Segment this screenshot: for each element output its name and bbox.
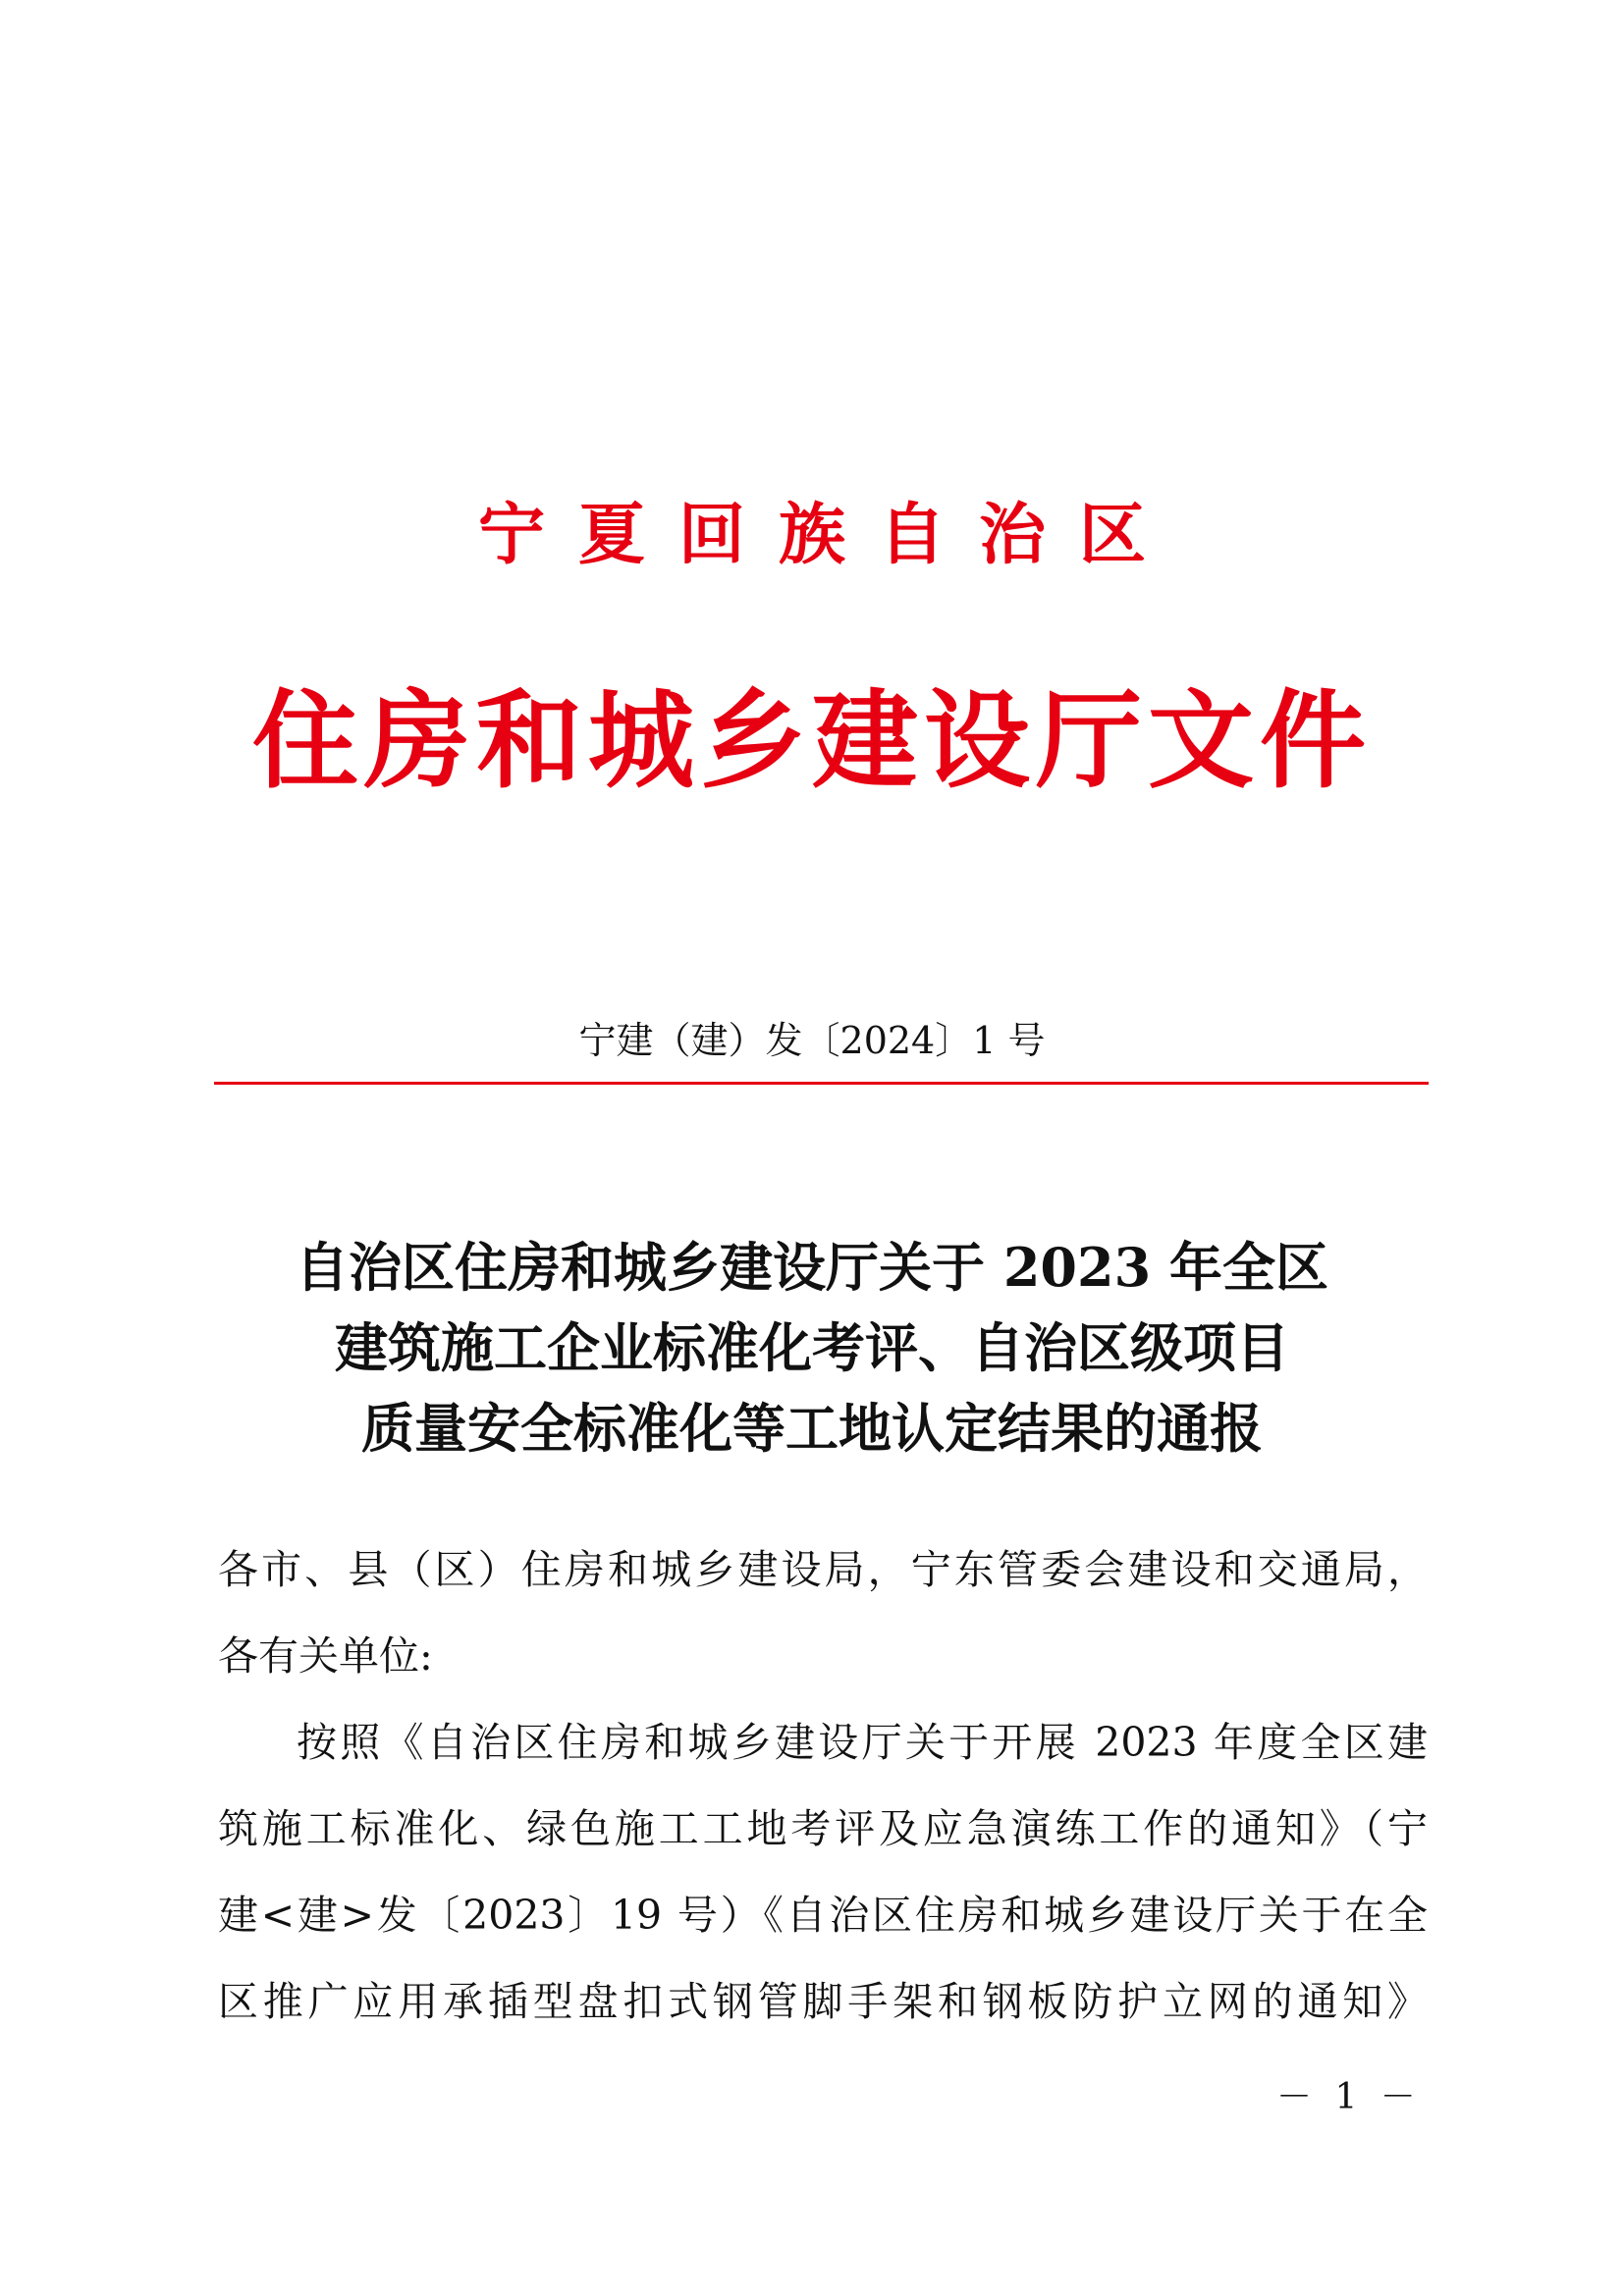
document-number: 宁建（建）发〔2024〕1 号 [578, 1019, 1046, 1062]
body-line-6: 区推广应用承插型盘扣式钢管脚手架和钢板防护立网的通知》 [218, 1978, 1428, 2025]
title-line-2: 建筑施工企业标准化考评、自治区级项目 [335, 1316, 1289, 1379]
issuing-authority-line2: 住房和城乡建设厅文件 [251, 679, 1372, 803]
title-line-3: 质量安全标准化等工地认定结果的通报 [361, 1397, 1263, 1460]
red-separator-line [214, 1082, 1429, 1085]
body-line-4: 筑施工标准化、绿色施工工地考评及应急演练工作的通知》（宁 [218, 1805, 1428, 1852]
body-line-5: 建<建>发〔2023〕19 号）《自治区住房和城乡建设厅关于在全 [218, 1892, 1428, 1939]
body-line-3: 按照《自治区住房和城乡建设厅关于开展 2023 年度全区建 [297, 1719, 1428, 1766]
body-line-2: 各有关单位: [218, 1632, 433, 1680]
body-line-1: 各市、县（区）住房和城乡建设局，宁东管委会建设和交通局， [218, 1546, 1428, 1593]
document-title [0, 1227, 1624, 1468]
title-line-1: 自治区住房和城乡建设厅关于 2023 年全区 [296, 1236, 1328, 1299]
page-number: － 1 － [1276, 2077, 1422, 2117]
issuing-authority-line1: 宁夏回族自治区 [477, 496, 1179, 574]
